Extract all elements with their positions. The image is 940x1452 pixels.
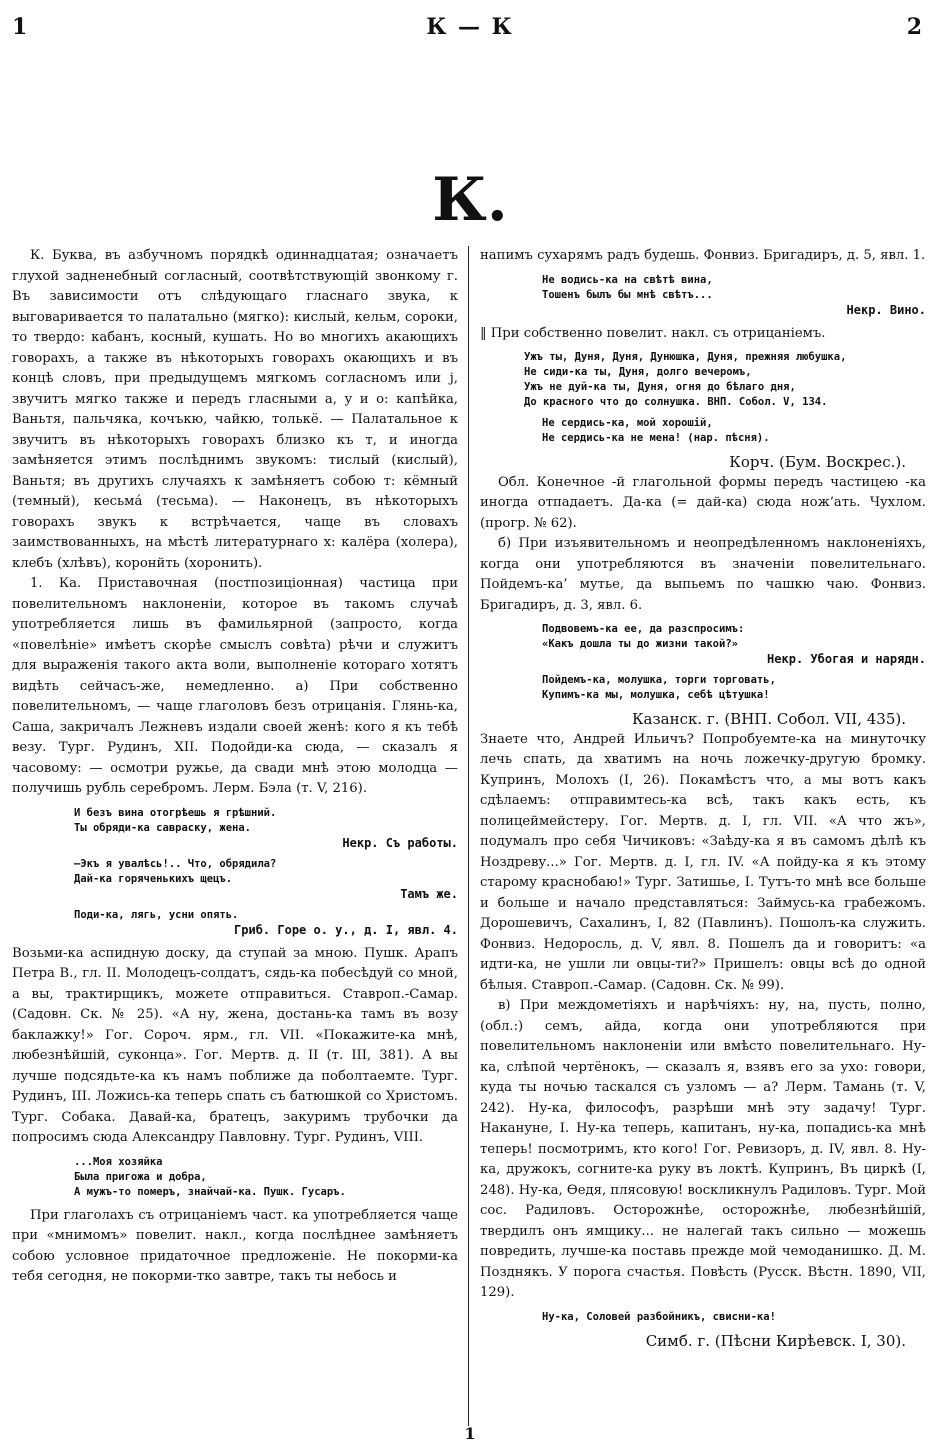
verse-line: Не сердись-ка, мой хорошій, [542, 417, 713, 429]
header-page-right: 2 [906, 14, 922, 40]
entry-paragraph: 1. Ка. Приставочная (постпозиціонная) частица при повелительномъ наклоненіи, которое въ такомъ случаѣ употребляется лишь въ фамильярной (запросто, когда «повелѣніе» имѣетъ скорѣе смыслъ совѣта) рѣчи и служитъ для выраженія такого акта воли, выполненіе котораго хотятъ видѣть сейчасъ-же, немедленно. а) При собственно повелительномъ, — чаще глаголовъ безъ отрицанія. Глянь-ка, Саша, закричалъ Лежневъ издали своей женѣ: кого я къ тебѣ везу. Тург. Рудинъ, XII. Подойди-ка сюда, — сказалъ я часовому: — осмотри ружье, да свади мнѣ этою молодца — получишь рубль серебромъ. Лерм. Бэла (т. V, 216). [12, 576, 458, 796]
verse-line: Пойдемъ-ка, молушка, торги торговать, [542, 674, 776, 686]
left-column [12, 246, 458, 1421]
verse-line: Ужъ не дуй-ка ты, Дуня, огня до бѣлаго дня, [524, 381, 796, 393]
entry-paragraph: К. Буква, въ азбучномъ порядкѣ одиннадцатая; означаетъ глухой задненебный согласный, соотвѣтствующій звонкому г. Въ зависимости отъ слѣдующаго гласнаго звука, к выговаривается то палатально (мягко): кислый, кельм, сороки, то твердо: кабанъ, косный, кушать. Но во многихъ акающихъ говорахъ, а также въ нѣкоторыхъ говорахъ окающихъ и въ концѣ словъ, при предыдущемъ мягкомъ согласномъ или j, звучитъ мягко также и передъ гласными а, у и о: капѣйка, Ваньтя, пальчяка, кочъкю, чайкю, толькё. — Палатальное к звучитъ въ нѣкоторыхъ говорахъ близко къ т, и иногда замѣняется этимъ послѣднимъ звукомъ: тислый (кислый), Ваньтя; въ другихъ случаяхъ к замѣняетъ собою т: кёмный (темный), кесьмá (тесьма). — Наконецъ, въ нѣкоторыхъ говорахъ звукъ к встрѣчается, чаще въ словахъ заимствованныхъ, на мѣстѣ литературнаго х: калёра (холера), клебъ (хлѣвъ), коронйть (хоронить). [12, 248, 458, 571]
entry-paragraph: напимъ сухарямъ радъ будешь. Фонвиз. Бригадиръ, д. 5, явл. 1. [480, 248, 926, 263]
verse-source: Казанск. г. (ВНП. Собол. VII, 435). [631, 710, 906, 728]
right-column [480, 246, 926, 1416]
verse-line: Не сиди-ка ты, Дуня, долго вечеромъ, [524, 366, 752, 378]
verse-line: «Какъ дошла ты до жизни такой?» [542, 638, 738, 650]
header-page-left: 1 [12, 14, 28, 40]
verse-quote [74, 857, 458, 902]
verse-line: Подвовемъ-ка ее, да разспросимъ: [542, 623, 745, 635]
verse-source: Некр. Съ работы. [342, 835, 458, 850]
verse-line: А мужъ-то померъ, знайчай-ка. Пушк. Гусаръ. [74, 1185, 346, 1198]
verse-quote [542, 273, 926, 318]
verse-quote [542, 416, 926, 446]
verse-quote [524, 350, 926, 410]
entry-paragraph: При глаголахъ съ отрицаніемъ част. ка употребляется чаще при «мнимомъ» повелит. накл., когда послѣднее замѣняетъ собою условное придаточное предложеніе. Не покорми-ка тебя сегодня, не покорми-тко завтре, такъ ты небось и [12, 1207, 458, 1284]
entry-paragraph: ‖ При собственно повелит. накл. съ отрицаніемъ. [480, 325, 826, 341]
verse-source: Корч. (Бум. Воскрес.). [729, 453, 906, 471]
verse-line: Дай-ка горяченькихъ щецъ. [74, 872, 233, 885]
verse-line: Купимъ-ка мы, молушка, себѣ цѣтушка! [542, 689, 770, 701]
verse-line: Была пригожа и добра, [74, 1170, 207, 1183]
page-number: 1 [464, 1424, 476, 1443]
verse-line: И безъ вина отогрѣешь я грѣшний. [74, 806, 277, 819]
verse-quote [542, 673, 926, 703]
verse-line: ...Моя хозяйка [74, 1155, 163, 1168]
entry-paragraph: б) При изъявительномъ и неопредѣленномъ наклоненіяхъ, когда они употребляются въ значеніи повелительнаго. Пойдемъ-ка’ мутье, да выпьемъ по чашкю чаю. Фонвиз. Бригадиръ, д. 3, явл. 6. [480, 536, 926, 613]
verse-line: —Экъ я увалѣсь!.. Что, обрядила? [74, 857, 277, 870]
verse-quote [74, 1155, 458, 1200]
verse-line: Поди-ка, лягь, усни опять. [74, 908, 239, 921]
entry-paragraph: Знаете что, Андрей Ильичъ? Попробуемте-ка на минуточку лечь спать, да хватимъ на ночь ложечку-другую бромку. Купринъ, Молохъ (I, 26). Покамѣстъ что, а мы вотъ какъ сдѣлаемъ: отправимтесь-ка всѣ, такъ какъ есть, къ полицеймейстеру. Гог. Мертв. д. I, гл. VII. «А что жъ», подумалъ про себя Чичиковъ: «Заѣду-ка я въ самомъ дѣлѣ къ Ноздреву...» Гог. Мертв. д. I, гл. IV. «А пойду-ка я къ этому старому краснобаю!» Тург. Затишье, I. Тутъ-то мнѣ все больше и больше и начало представляться: Займусь-ка грабежомъ. Дорошевичъ, Сахалинъ, I, 82 (Павлинъ). Пошолъ-ка служить. Фонвиз. Недоросль, д. V, явл. 8. Пошелъ да и говоритъ: «а идти-ка, не ушли ли овцы-ти?» Пришелъ: овцы всѣ до одной бѣлыя. Ставроп.-Самар. (Садовн. Ск. № 99). [480, 731, 926, 993]
verse-line: Ну-ка, Соловей разбойникъ, свисни-ка! [542, 1310, 776, 1323]
verse-line: Ужъ ты, Дуня, Дуня, Дунюшка, Дуня, прежняя любушка, [524, 351, 847, 363]
header-running-title: К — К [426, 14, 514, 40]
verse-line: Не водись-ка на свѣтѣ вина, [542, 273, 713, 286]
verse-line: Ты обряди-ка савраску, жена. [74, 821, 252, 834]
verse-quote [74, 908, 458, 938]
entry-paragraph: Возьми-ка аспидную доску, да ступай за мною. Пушк. Арапъ Петра В., гл. II. Молодецъ-солдатъ, сядь-ка побесѣдуй со мной, а вы, трактирщикъ, можете отправиться. Ставроп.-Самар. (Садовн. Ск. № 25). «А ну, жена, достань-ка тамъ въ возу баклажку!» Гог. Сороч. ярм., гл. VII. «Покажите-ка мнѣ, любезнѣйшій, суконца». Гог. Мертв. д. II (т. III, 381). А вы лучше подсядьте-ка къ намъ поближе да поболтаемте. Тург. Рудинъ, III. Ложись-ка теперь спать съ батюшкой со Христомъ. Тург. Собака. Давай-ка, братецъ, закуримъ трубочки да попросимъ сюда Александру Павловну. Тург. Рудинъ, VIII. [12, 945, 458, 1145]
verse-source: Тамъ же. [400, 886, 458, 901]
verse-source: Гриб. Горе о. у., д. I, явл. 4. [234, 922, 458, 937]
verse-line: Не сердись-ка не мена! (нар. пѣсня). [542, 432, 770, 444]
entry-paragraph: в) При междометіяхъ и нарѣчіяхъ: ну, на, пусть, полно, (обл.:) семъ, айда, когда они употребляются при повелительномъ наклоненіи или вмѣсто повелительнаго. Ну-ка, слѣпой чертёнокъ, — сказалъ я, взявъ его за ухо: говори, куда ты ночью таскался съ узломъ — а? Лерм. Тамань (т. V, 242). Ну-ка, философъ, разрѣши мнѣ эту задачу! Тург. Накануне, I. Ну-ка теперь, капитанъ, ну-ка, попадись-ка мнѣ теперь! посмотримъ, кто кого! Гог. Ревизоръ, д. IV, явл. 8. Ну-ка, дружокъ, согните-ка руку въ локтѣ. Купринъ, Въ циркѣ (I, 248). Ну-ка, Ѳедя, пляcовую! воскликнулъ Радиловъ. Тург. Мой сос. Радиловъ. Осторожнѣе, осторожнѣе, любезнѣйшій, твердилъ онъ ямщику... не налегай такъ сильно — можешь повредить, лучше-ка поставь прежде мой чемоданишко. Д. М. Позднякъ. У порога счастья. Повѣсть (Русск. Вѣстн. 1890, VII, 129). [480, 998, 926, 1300]
verse-line: До красного что до солнушка. ВНП. Собол. V, 134. [524, 396, 828, 408]
entry-paragraph: Обл. Конечное -й глагольной формы передъ частицею -ка иногда отпадаетъ. Да-ка (= дай-ка) сюда нож’aть. Чухлом. (прогр. № 62). [480, 474, 926, 531]
verse-source: Симб. г. (Пѣсни Кирѣевск. I, 30). [645, 1331, 906, 1350]
verse-line: Тошенъ былъ бы мнѣ свѣтъ... [542, 288, 713, 301]
verse-quote [74, 806, 458, 851]
section-letter-title: К. [432, 165, 508, 235]
verse-source: Некр. Убогая и нарядн. [767, 652, 926, 666]
verse-quote [542, 622, 926, 667]
verse-quote [542, 1310, 926, 1325]
verse-source: Некр. Вино. [846, 302, 926, 317]
column-divider [468, 246, 469, 1426]
